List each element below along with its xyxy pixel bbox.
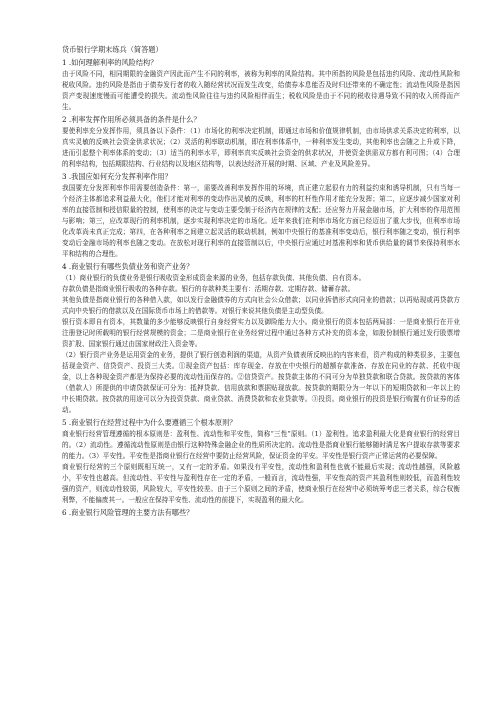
answer-paragraph: 存款负债是指商业银行吸收的各种存款。银行的存款种类主要有：活期存款、定期存款、储蓄存款。 xyxy=(62,285,355,293)
question-heading: 4 .商业银行有哪些负债业务和资产业务？ xyxy=(62,262,194,271)
document-title: 货币银行学期末练兵（简答题） xyxy=(62,45,163,54)
answer-paragraph: 我国要充分发挥利率作用需要创造条件：第一，需要改善利率发挥作用的环境，真正建立起很有力的利益约束和诱导机制，只有当每一个经济主体都追求利益最大化，他们才能对利率的变动作出灵敏的反映，利率的杠杆性作用才能充分发挥；第二，应逐步减少国家对利率的直接管制和授信限量的控制，使利率的决定与变动主要受制于经济内在规律的支配；还应努力开展金融市场，扩大利率的作用范围与影响；第三，应改革现行的利率机制，逐步实现利率决定的市场化。近年来我们在利率市场化方面已经迈出了重大步伐，但利率市场化改革尚未真正完成；第四，在各种利率之间建立起灵活的联动机制，例如中央银行的基准利率变动后，银行利率随之变动，银行利率变动后金融市场的利率也随之变动。在放松对现行利率的直接管制以后，中央银行应通过对基准利率和货币供给量的调节来保持利率水平和结构的合理性。 xyxy=(62,184,460,258)
question-heading: 2 .利率发挥作用所必须具备的条件是什么？ xyxy=(62,115,201,124)
answer-paragraph: 商业银行经营的三个原则既相互统一，又有一定的矛盾。如果没有平安性，流动性和盈利性也就不能最后实现；流动性越强，风险越小，平安性也越高。但流动性、平安性与盈利性存在一定的矛盾，一般而言，流动性强，平安性高的资产其盈利性则较低，而盈利性较强的资产，则流动性较弱，风险较大，平安性较差。由于三个原则之间的矛盾，使商业银行在经营中必须统筹考虑三者关系，综合权衡利弊，不能偏废其一。一般应在保持平安性、流动性的前提下，实现盈利的最大化。 xyxy=(62,463,460,504)
answer-paragraph: 银行资本即自有资本，其数量的多少能够反映银行自身经营实力以及御险能力大小。商业银行的资本包括两局部：一是商业银行在开业注册登记时所载明的银行经营规模的资金；二是商业银行在业务经营过程中通过各种方式补充的资本金，如股份制银行通过发行股票增资扩股、国家银行通过由国家财政注入资金等。 xyxy=(62,318,460,348)
answer-paragraph: （1）商业银行的负债业务是银行吸收资金形成资金来源的业务，包括存款负债、其他负债、自有资本。 xyxy=(62,274,366,282)
answer-paragraph: 商业银行经营管理遵循的根本原则是：盈利性、流动性和平安性，简称“三性”原则。（1）盈利性。追求盈利最大化是商业银行的经营目的。（2）流动性。遵循流动性原则是由银行这种特殊金融企业的性质所决定的。流动性是指商业银行能够随时满足客户提取存款等要求的能力。（3）平安性。平安性是指商业银行在经营中要防止经营风险，保证资金的平安。平安性是银行资产正常运营的必要保障。 xyxy=(62,430,460,460)
question-heading: 3 .我国应如何充分发挥利率作用？ xyxy=(62,172,172,181)
answer-paragraph: （2）银行资产业务是运用资金的业务，提供了银行创造利润的渠道，从资产负债表所反映出的内容来看，资产构成的种类很多，主要包括现金资产、信贷资产、投资三大类。①现金资产包括：库存现金、存放在中央银行的超额存款准备、存放在同业的存款、托收中现金，以上各种现金资产都是为保持必要的流动性而保存的。②信贷资产。按贷款主体的不同可分为单独贷款和联合贷款。按贷款的客体（借款人）所提供的申请贷款保证可分为：抵押贷款、信用放款和票据贴现放款。按贷款的期限分为一年以下的短期贷款和一年以上的中长期贷款。按贷款的用途可以分为投资贷款、商业贷款、消费贷款和农业贷款等。③投资。商业银行的投资是银行购置有价证券的活动。 xyxy=(62,351,460,414)
question-heading: 6 .商业银行风险管理的主要方法有哪些？ xyxy=(62,508,194,517)
answer-paragraph: 其他负债是指商业银行的各种借入款，如以发行金融债券的方式向社会公众借款；以同业拆借形式向同业的借款；以再贴现或再贷款方式向中央银行的借款以及在国际货币市场上的借款等。对银行来说其他负债是主动型负债。 xyxy=(62,296,460,315)
answer-paragraph: 要使利率充分发挥作用，须具备以下条件：（1）市场化的利率决定机制，即通过市场和价值规律机制，由市场供求关系决定的利率，以真实灵敏的反映社会资金供求状况；（2）灵活的利率联动机制，即在利率体系中，一种利率发生变动，其他利率也会随之上升或下降，进而引起整个利率体系的变动；（3）适当的利率水平，即利率真实反映社会资金的供求状况，并使资金供需双方都有利可图；（4）合理的利率结构，包括期限结构、行业结构以及地区结构等，以表达经济开展的时期、区域、产业及风险差异。 xyxy=(62,127,460,168)
document-body xyxy=(62,57,460,518)
answer-paragraph: 由于风险不同，相同期限的金融资产因此而产生不同的利率，被称为利率的风险结构。其中所指的风险是包括违约风险、流动性风险和税收风险。违约风险是指由于债券发行者的收入随经营状况而发生改变，给债券本息能否及时归还带来的不确定性；流动性风险是指因资产变现速度慢而可能遭受的损失。流动性风险往往与违约风险相伴而生；税收风险是由于不同的税收待遇导致不同的收入所得而产生。 xyxy=(62,70,460,111)
question-heading: 5 .商业银行在经营过程中为什么要遵循三个根本原则？ xyxy=(62,418,237,427)
question-heading: 1 .如何理解利率的风险结构？ xyxy=(62,58,158,67)
